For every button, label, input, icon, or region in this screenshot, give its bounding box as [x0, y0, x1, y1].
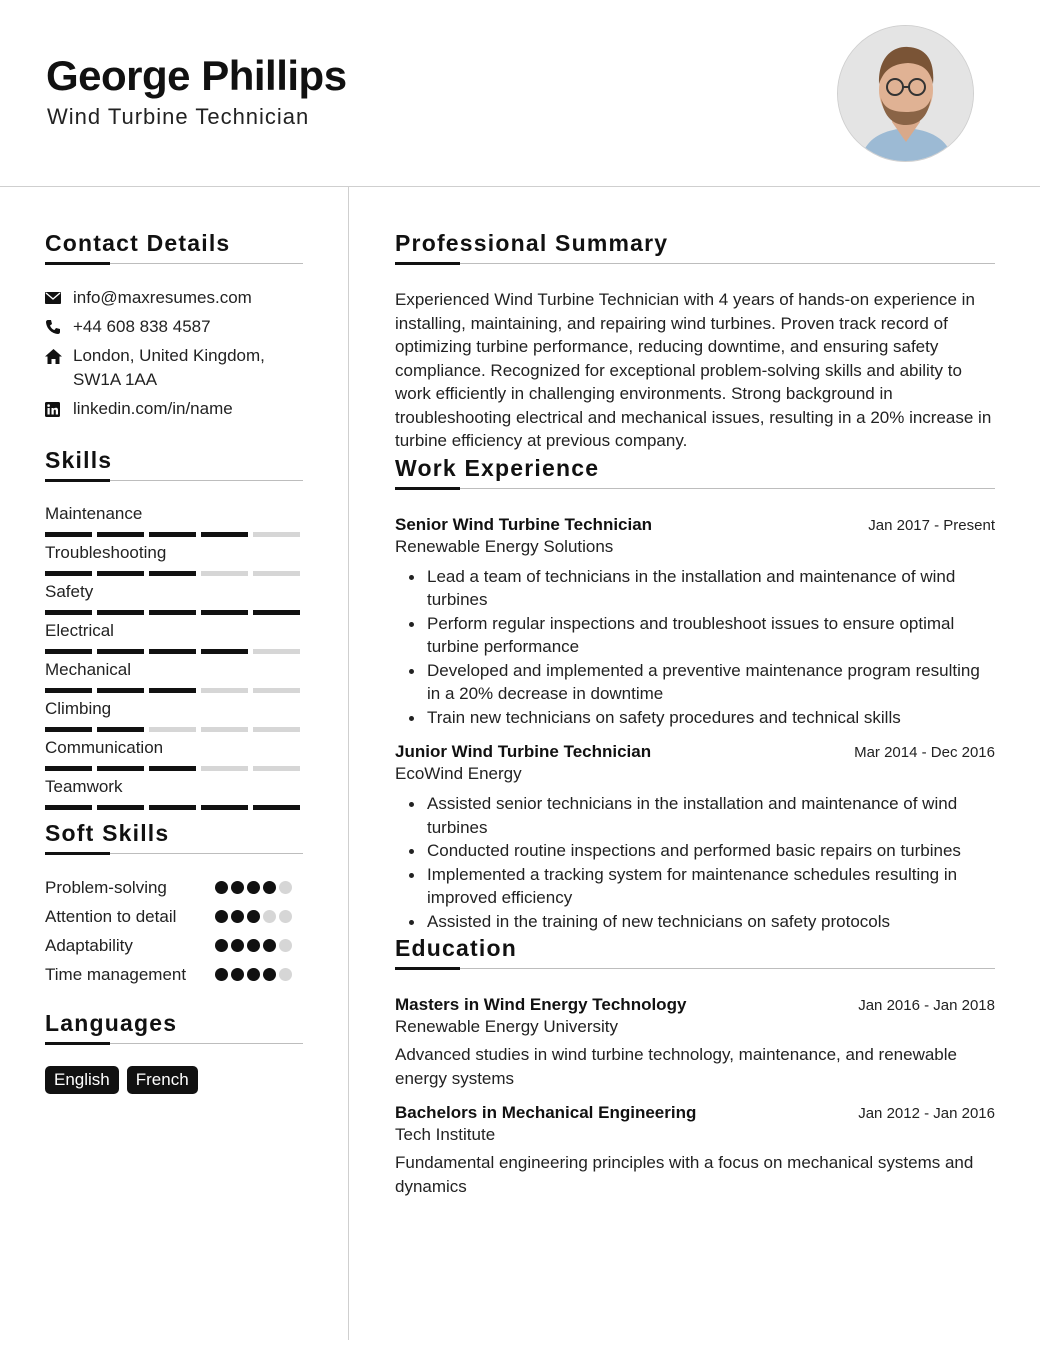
rating-dot: [279, 968, 292, 981]
bullet-item: Developed and implemented a preventive maintenance program resulting in a 20% decrease in downtime: [395, 659, 995, 706]
skill-level-segment: [201, 805, 248, 810]
rating-dot: [215, 910, 228, 923]
rating-dot: [231, 881, 244, 894]
bullet-item: Train new technicians on safety procedures and technical skills: [395, 706, 995, 730]
skill-name: Electrical: [45, 621, 114, 640]
skill-name: Mechanical: [45, 660, 131, 679]
rating-dot: [263, 939, 276, 952]
candidate-title: Wind Turbine Technician: [47, 104, 310, 129]
education-description: Fundamental engineering principles with a focus on mechanical systems and dynamics: [395, 1153, 974, 1196]
envelope-icon: [45, 286, 73, 310]
phone-icon: [45, 315, 73, 339]
summary-heading: Professional Summary: [395, 230, 995, 264]
skill-item: [45, 620, 303, 654]
education-date: Jan 2016 - Jan 2018: [858, 997, 995, 1014]
education-item: [395, 1103, 995, 1198]
skill-level-segment: [97, 805, 144, 810]
rating-dot: [247, 910, 260, 923]
skill-level-segment: [97, 532, 144, 537]
skill-item: [45, 542, 303, 576]
rating-dot: [215, 939, 228, 952]
skill-name: Climbing: [45, 699, 112, 718]
skill-level-segment: [149, 532, 196, 537]
education-date: Jan 2012 - Jan 2016: [858, 1105, 995, 1122]
skill-level-segment: [201, 688, 248, 693]
job-company: Renewable Energy Solutions: [395, 536, 614, 556]
skill-name: Troubleshooting: [45, 543, 167, 562]
bullet-item: Perform regular inspections and troubleshoot issues to ensure optimal turbine performance: [395, 612, 995, 659]
skill-level-segment: [149, 766, 196, 771]
languages-heading: Languages: [45, 1010, 303, 1044]
rating-dot: [263, 881, 276, 894]
skill-level-segment: [201, 649, 248, 654]
bullet-item: Assisted senior technicians in the installation and maintenance of wind turbines: [395, 792, 995, 839]
bullet-item: Conducted routine inspections and performed basic repairs on turbines: [395, 839, 995, 863]
skill-level-bar: [45, 805, 303, 810]
skill-name: Maintenance: [45, 504, 143, 523]
skill-level-segment: [45, 727, 92, 732]
job-company: EcoWind Energy: [395, 764, 522, 783]
rating-dot: [263, 910, 276, 923]
skill-level-bar: [45, 727, 303, 732]
rating-dot: [247, 968, 260, 981]
soft-skill-name: Problem-solving: [45, 878, 167, 897]
job-title: Senior Wind Turbine Technician: [395, 514, 653, 534]
soft-skill-name: Attention to detail: [45, 907, 177, 926]
skill-level-bar: [45, 766, 303, 771]
contact-list: [45, 286, 303, 421]
education-heading: Education: [395, 935, 995, 969]
skill-item: [45, 659, 303, 693]
soft-skill-rating: [215, 963, 303, 981]
profile-photo: [837, 25, 974, 162]
skill-level-segment: [149, 610, 196, 615]
skill-level-segment: [45, 649, 92, 654]
skill-level-bar: [45, 688, 303, 693]
skill-level-segment: [253, 610, 300, 615]
bullet-item: Assisted in the training of new technicians on safety protocols: [395, 910, 995, 934]
skill-level-segment: [97, 688, 144, 693]
rating-dot: [279, 910, 292, 923]
skill-name: Teamwork: [45, 777, 123, 796]
rating-dot: [231, 910, 244, 923]
skill-level-segment: [45, 610, 92, 615]
skill-level-segment: [201, 610, 248, 615]
rating-dot: [231, 939, 244, 952]
soft-skill-name: Adaptability: [45, 936, 133, 955]
job-date: Jan 2017 - Present: [868, 516, 995, 534]
bullet-item: Implemented a tracking system for maintenance schedules resulting in improved efficiency: [395, 863, 995, 910]
skill-level-segment: [253, 766, 300, 771]
skill-item: [45, 776, 303, 810]
job-date: Mar 2014 - Dec 2016: [854, 744, 995, 761]
skill-level-segment: [45, 532, 92, 537]
rating-dot: [279, 881, 292, 894]
skill-level-segment: [97, 766, 144, 771]
contact-address: [45, 344, 303, 392]
skill-level-segment: [201, 727, 248, 732]
skill-level-segment: [149, 649, 196, 654]
rating-dot: [231, 968, 244, 981]
school-name: Renewable Energy University: [395, 1017, 618, 1036]
skill-item: [45, 698, 303, 732]
education-item: [395, 995, 995, 1090]
skill-name: Safety: [45, 582, 94, 601]
education-description: Advanced studies in wind turbine technology, maintenance, and renewable energy systems: [395, 1045, 957, 1088]
job-bullets: [395, 792, 995, 933]
skill-level-bar: [45, 610, 303, 615]
skill-item: [45, 581, 303, 615]
summary-text: Experienced Wind Turbine Technician with 4 years of hands-on experience in installing, maintaining, and repairing wind turbines. Proven track record of optimizing turbine performance, reducing downtime, and ensuring safety compliance. Recognized for exceptional problem-solving skills and ability to work efficiently in challenging environments. Strong background in troubleshooting electrical and mechanical issues, resulting in a 20% increase in turbine efficiency at previous company.: [395, 290, 992, 450]
skill-level-segment: [97, 727, 144, 732]
home-icon: [45, 344, 73, 368]
soft-skill-rating: [215, 905, 303, 923]
skill-level-segment: [253, 688, 300, 693]
soft-skill-item: [45, 876, 303, 899]
skill-level-bar: [45, 649, 303, 654]
experience-heading: Work Experience: [395, 455, 995, 489]
languages-list: [45, 1066, 303, 1094]
skill-level-segment: [45, 688, 92, 693]
skill-level-segment: [45, 766, 92, 771]
right-column: [395, 230, 995, 1198]
skill-level-segment: [45, 805, 92, 810]
job-bullets: [395, 565, 995, 730]
experience-item: [395, 515, 995, 730]
linkedin-text[interactable]: linkedin.com/in/name: [73, 399, 233, 418]
school-name: Tech Institute: [395, 1125, 496, 1144]
skill-level-segment: [253, 649, 300, 654]
soft-skill-item: [45, 934, 303, 957]
rating-dot: [247, 939, 260, 952]
contact-email: [45, 286, 303, 310]
degree-title: Masters in Wind Energy Technology: [395, 995, 687, 1014]
rating-dot: [263, 968, 276, 981]
skill-level-segment: [253, 805, 300, 810]
skill-level-bar: [45, 532, 303, 537]
skill-item: [45, 503, 303, 537]
skill-level-segment: [253, 532, 300, 537]
column-divider: [348, 187, 349, 1340]
soft-skill-name: Time management: [45, 965, 187, 984]
skill-item: [45, 737, 303, 771]
bullet-item: Lead a team of technicians in the installation and maintenance of wind turbines: [395, 565, 995, 612]
skills-heading: Skills: [45, 447, 303, 481]
skill-level-segment: [149, 571, 196, 576]
skill-level-segment: [201, 766, 248, 771]
skill-level-segment: [97, 610, 144, 615]
skill-level-segment: [253, 727, 300, 732]
skill-level-segment: [149, 688, 196, 693]
soft-skills-list: [45, 876, 303, 986]
skill-level-segment: [253, 571, 300, 576]
rating-dot: [279, 939, 292, 952]
candidate-name: George Phillips: [46, 52, 347, 99]
soft-skill-rating: [215, 934, 303, 952]
email-text[interactable]: info@maxresumes.com: [73, 288, 252, 307]
skill-level-segment: [201, 532, 248, 537]
skill-level-segment: [97, 571, 144, 576]
phone-text[interactable]: +44 608 838 4587: [73, 317, 211, 336]
experience-item: [395, 742, 995, 933]
soft-skill-item: [45, 963, 303, 986]
contact-heading: Contact Details: [45, 230, 303, 264]
rating-dot: [215, 881, 228, 894]
skill-level-segment: [149, 727, 196, 732]
contact-linkedin: [45, 397, 303, 421]
degree-title: Bachelors in Mechanical Engineering: [395, 1103, 697, 1122]
skill-level-segment: [97, 649, 144, 654]
job-title: Junior Wind Turbine Technician: [395, 742, 652, 761]
soft-skills-heading: Soft Skills: [45, 820, 303, 854]
contact-phone: [45, 315, 303, 339]
skill-level-segment: [45, 571, 92, 576]
skill-level-segment: [201, 571, 248, 576]
skill-level-segment: [149, 805, 196, 810]
soft-skill-rating: [215, 876, 303, 894]
skill-level-bar: [45, 571, 303, 576]
language-badge: French: [127, 1066, 198, 1094]
skill-name: Communication: [45, 738, 164, 757]
language-badge: English: [45, 1066, 119, 1094]
soft-skill-item: [45, 905, 303, 928]
left-column: [45, 230, 303, 1094]
rating-dot: [247, 881, 260, 894]
resume-header: [0, 0, 1040, 187]
linkedin-icon: [45, 397, 73, 421]
rating-dot: [215, 968, 228, 981]
address-text: London, United Kingdom, SW1A 1AA: [73, 346, 265, 389]
skills-list: [45, 503, 303, 810]
